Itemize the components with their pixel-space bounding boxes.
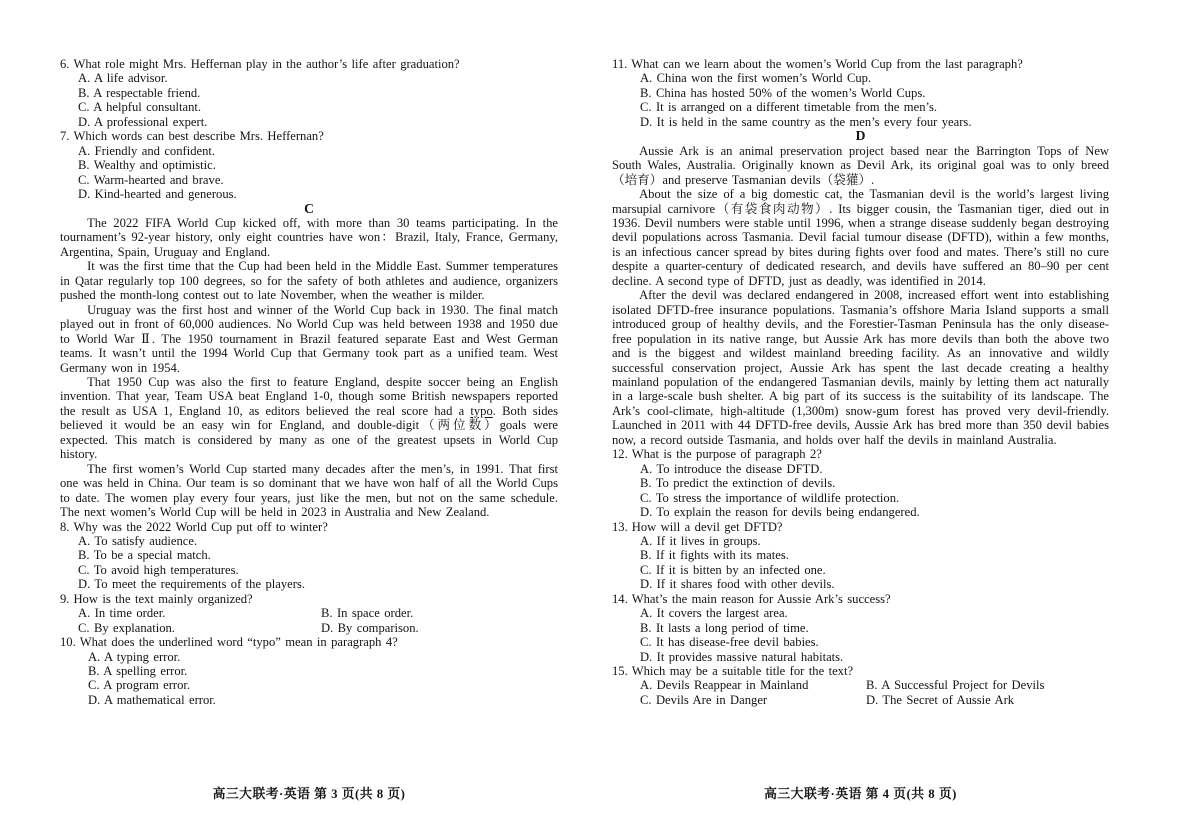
underlined-word-typo: typo [470,403,493,418]
passage-c-paragraph-3: Uruguay was the first host and winner of the World Cup back in 1930. The final match played out in front of 60,000 audiences. No World Cup was held between 1938 and 1950 due to World War Ⅱ. The 1950 tournament in Brazil featured separate East and West German teams. It wasn’t until the 1994 World Cup that Germany took part as a unified team. West Germany won in 1954. [60,302,558,375]
question-8-option-a: A. To satisfy audience. [78,533,198,548]
question-6-options [60,71,558,129]
question-11-option-c: C. It is arranged on a different timetable from the men’s. [640,100,938,115]
question-12-option-a: A. To introduce the disease DFTD. [640,461,823,476]
question-8-number: 8. [60,519,70,534]
question-14-number: 14. [612,591,628,606]
page-3-footer: 高三大联考·英语 第 3 页(共 8 页) [212,787,406,801]
question-9-stem: 9. How is the text mainly organized? [60,591,253,606]
question-10-number: 10. [60,635,76,650]
question-14-option-a: A. It covers the largest area. [640,606,788,621]
question-8-options [60,534,558,592]
question-14 [612,592,1109,664]
question-9-number: 9. [60,591,70,606]
question-11 [612,57,1109,129]
passage-d-paragraph-2: About the size of a big domestic cat, the Tasmanian devil is the world’s largest living marsupial carnivore（有袋食肉动物）. Its bigger cousin, the Tasmanian tiger, died out in 1936. Devil numbers were stable until 1996, when a strange disease suddenly began destroying devil populations across Tasmania. Devil facial tumour disease (DFTD), within a few months, is an infectious cancer spread by bites during fights over food and mates. There’s still no cure despite a quarter-century of dedicated research, and devils have suffered an 80–90 per cent decline. A second type of DFTD, just as deadly, was identified in 2014. [612,187,1109,288]
question-8 [60,520,558,592]
passage-c-paragraph-5: The first women’s World Cup started many decades after the men’s, in 1991. That first one was held in China. Our team is so dominant that we have won half of all the World Cups to date. The women play every four years, just like the men, but not on the same schedule. The next women’s World Cup will be held in 2023 in Australia and New Zealand. [60,461,558,520]
question-11-options [612,71,1109,129]
question-14-option-c: C. It has disease-free devil babies. [640,635,819,650]
question-10-options [60,650,558,708]
question-12-options [612,462,1109,520]
question-6-stem: 6. What role might Mrs. Heffernan play in the author’s life after graduation? [60,57,460,71]
question-10 [60,635,558,707]
question-15-option-a: A. Devils Reappear in Mainland [640,678,809,693]
question-10-option-a: A. A typing error. [88,649,181,664]
question-7-stem: 7. Which words can best describe Mrs. Heffernan? [60,129,324,144]
question-14-option-b: B. It lasts a long period of time. [640,620,809,635]
question-15-options [612,678,1109,707]
question-13-option-b: B. If it fights with its mates. [640,548,789,563]
question-7-option-c: C. Warm-hearted and brave. [78,172,224,187]
passage-c-paragraph-2: It was the first time that the Cup had been held in the Middle East. Summer temperatures in Qatar regularly top 100 degrees, so for the safety of both athletes and audience, organizers pushed the month-long contest out to late November, when the weather is milder. [60,259,558,303]
question-15 [612,664,1109,707]
question-15-stem: 15. Which may be a suitable title for the text? [612,664,854,679]
question-9-option-c: C. By explanation. [78,620,175,635]
question-12-option-c: C. To stress the importance of wildlife protection. [640,490,900,505]
question-14-stem: 14. What’s the main reason for Aussie Ark’s success? [612,591,891,606]
passage-d-header: D [855,128,866,144]
question-9-option-a: A. In time order. [78,606,166,621]
question-12-option-d: D. To explain the reason for devils being endangered. [640,505,920,520]
question-15-option-d: D. The Secret of Aussie Ark [866,692,1015,707]
passage-c-paragraph-1: The 2022 FIFA World Cup kicked off, with more than 30 teams participating. In the tournament’s 92-year history, only eight countries have won：Brazil, Italy, France, Germany, Argentina, Spain, Uruguay and England. [60,215,558,259]
question-7-option-b: B. Wealthy and optimistic. [78,158,216,173]
question-7 [60,129,558,201]
question-9-options [60,606,558,635]
question-8-option-d: D. To meet the requirements of the players. [78,577,305,592]
question-13-options [612,534,1109,592]
question-13-number: 13. [612,519,628,534]
question-6-option-b: B. A respectable friend. [78,85,201,100]
passage-c-paragraph-4-text: That 1950 Cup was also the first to feature England, despite soccer being an English invention. That year, Team USA beat England 1-0, though some British newspapers reported the result as USA 1, England 10, as editors believed the real score had a [60,374,558,418]
question-11-stem: 11. What can we learn about the women’s World Cup from the last paragraph? [612,57,1023,71]
question-7-option-a: A. Friendly and confident. [78,143,216,158]
question-8-option-b: B. To be a special match. [78,548,211,563]
question-15-option-b: B. A Successful Project for Devils [866,678,1045,693]
question-9 [60,592,558,635]
question-7-number: 7. [60,129,70,144]
question-10-option-b: B. A spelling error. [88,664,188,679]
question-14-option-d: D. It provides massive natural habitats. [640,649,844,664]
passage-d-paragraph-3: After the devil was declared endangered in 2008, increased effort went into establishing isolated DFTD-free insurance populations. Tasmania’s offshore Maria Island supports a small introduced group of healthy devils, and the Forestier-Tasman Peninsula has the only disease-free population in its native range, but Aussie Ark has more devils than both the above two and is the biggest and wildest mainland breeding facility. As an innovative and wildly successful conservation project, Aussie Ark has spent the last decade creating a healthy mainland population of the endangered Tasmanian devils, mainly by letting them act naturally in a large-scale bush shelter. A big part of its success is the suitability of its landscape. The Ark’s cool-climate, high-altitude (1,300m) snow-gum forest has proved very devil-friendly. Launched in 2011 with 44 DFTD-free devils, Aussie Ark has bred more than 350 devil babies now, a record outside Tasmania, and holds over half the devils in mainland Australia. [612,288,1109,447]
question-10-option-c: C. A program error. [88,678,191,693]
question-11-number: 11. [612,57,628,71]
question-8-stem: 8. Why was the 2022 World Cup put off to winter? [60,519,328,534]
question-9-option-b: B. In space order. [321,606,414,621]
page-4-footer: 高三大联考·英语 第 4 页(共 8 页) [764,787,957,801]
passage-d-paragraph-1: Aussie Ark is an animal preservation project based near the Barrington Tops of New South Wales, Australia. Originally known as Devil Ark, its original goal was to only breed（培育）and preserve Tasmanian devils（袋獾）. [612,143,1109,187]
question-6 [60,57,558,129]
question-13-option-a: A. If it lives in groups. [640,533,761,548]
question-13-option-d: D. If it shares food with other devils. [640,577,835,592]
question-6-option-a: A. A life advisor. [78,71,168,86]
passage-c-header: C [304,200,314,216]
question-10-stem: 10. What does the underlined word “typo” mean in paragraph 4? [60,635,398,650]
question-15-number: 15. [612,664,628,679]
page-4-column [612,57,1109,707]
page-3-column [60,57,558,707]
question-15-option-c: C. Devils Are in Danger [640,692,768,707]
question-12-number: 12. [612,447,628,462]
question-11-option-b: B. China has hosted 50% of the women’s World Cups. [640,85,926,100]
question-7-option-d: D. Kind-hearted and generous. [78,187,237,202]
question-6-option-c: C. A helpful consultant. [78,100,202,115]
question-12 [612,447,1109,519]
question-11-option-a: A. China won the first women’s World Cup. [640,71,872,86]
passage-c-paragraph-4 [60,375,558,462]
question-13-option-c: C. If it is bitten by an infected one. [640,562,826,577]
question-12-option-b: B. To predict the extinction of devils. [640,476,836,491]
question-7-options [60,144,558,202]
passage-c-paragraph-4-rest: . Both sides believed it would be an easy win for England, and double-digit（两位数）goals were expected. This match is considered by many as one of the greatest upsets in World Cup history. [60,403,558,462]
question-12-stem: 12. What is the purpose of paragraph 2? [612,447,822,462]
question-13 [612,520,1109,592]
question-6-number: 6. [60,57,70,71]
question-14-options [612,606,1109,664]
question-11-option-d: D. It is held in the same country as the men’s every four years. [640,114,972,129]
question-13-stem: 13. How will a devil get DFTD? [612,519,783,534]
question-6-option-d: D. A professional expert. [78,114,208,129]
question-9-option-d: D. By comparison. [321,620,419,635]
question-8-option-c: C. To avoid high temperatures. [78,562,239,577]
question-10-option-d: D. A mathematical error. [88,692,216,707]
